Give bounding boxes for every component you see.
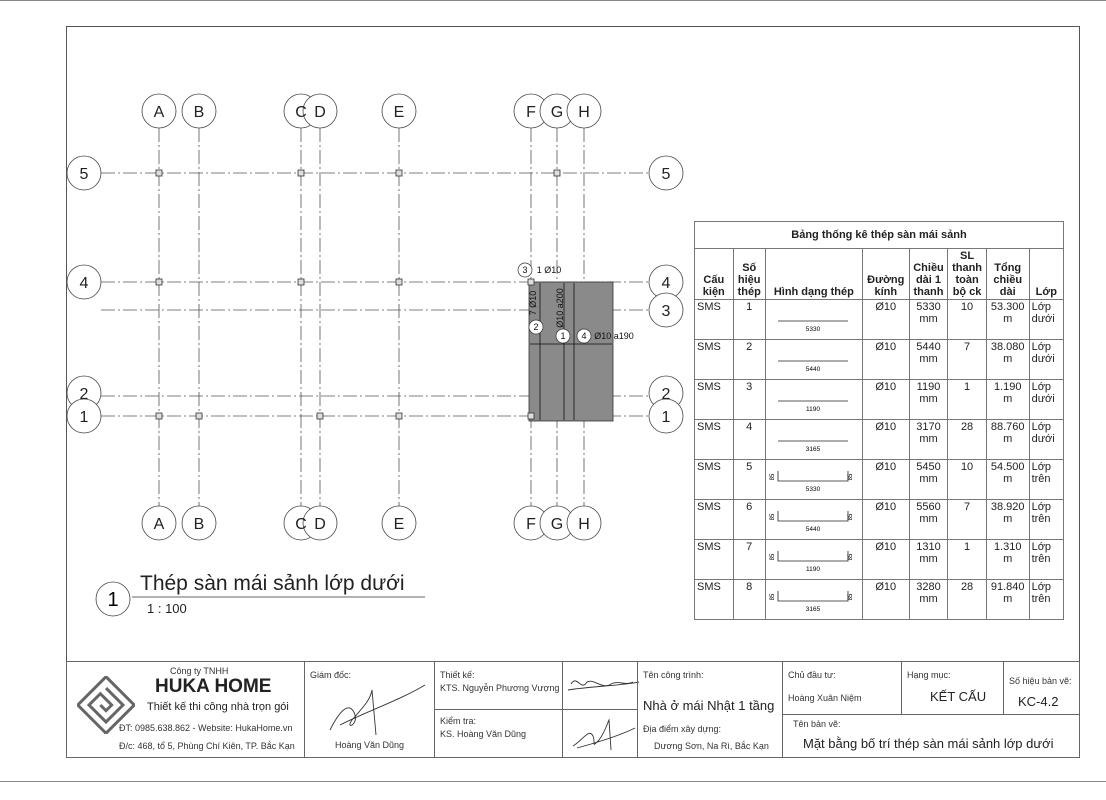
bar-length-label: 5330 [805, 486, 821, 493]
cell-total-length: 1.310 m [986, 540, 1029, 580]
grid-label: C [295, 516, 307, 533]
rebar-label: 1 Ø10 [536, 265, 562, 275]
grid-label: 4 [661, 275, 671, 292]
grid-label: A [153, 104, 165, 121]
table-row [695, 300, 1064, 340]
cell-diameter: Ø10 [862, 340, 909, 380]
grid-label: H [578, 516, 590, 533]
owner-cell [782, 661, 902, 715]
col-header: Cấu kiện [695, 249, 734, 300]
bar-shape [768, 541, 856, 575]
cell-component: SMS [695, 340, 734, 380]
cell-layer: Lớp trên [1029, 580, 1063, 620]
table-row [695, 580, 1064, 620]
director-name: Hoàng Văn Dũng [335, 740, 405, 750]
col-header: Tổng chiều dài [986, 249, 1029, 300]
cell-component: SMS [695, 580, 734, 620]
col-header: Chiều dài 1 thanh [909, 249, 948, 300]
cell-layer: Lớp dưới [1029, 420, 1063, 460]
cell-quantity: 7 [948, 500, 987, 540]
cell-layer: Lớp dưới [1029, 380, 1063, 420]
cell-diameter: Ø10 [862, 580, 909, 620]
bar-shape [768, 501, 856, 535]
sheet-no-label: Số hiệu bản vẽ: [1009, 676, 1072, 686]
cell-diameter: Ø10 [862, 500, 909, 540]
checker-signature [563, 710, 639, 759]
rebar-schedule [694, 221, 1064, 620]
cell-diameter: Ø10 [862, 300, 909, 340]
col-header: Hình dạng thép [765, 249, 862, 300]
owner-name: Hoàng Xuân Niệm [788, 693, 862, 703]
table-row [695, 380, 1064, 420]
cell-bar-no: 2 [733, 340, 765, 380]
grid-label: F [526, 516, 536, 533]
director-label: Giám đốc: [310, 670, 352, 680]
company-cell [66, 661, 305, 758]
bar-shape [768, 341, 856, 375]
cell-bar-no: 6 [733, 500, 765, 540]
grid-label: B [193, 516, 205, 533]
bar-shape-line [778, 471, 848, 481]
col-header: Số hiệu thép [733, 249, 765, 300]
category: KẾT CẤU [930, 689, 987, 704]
cell-bar-no: 8 [733, 580, 765, 620]
cell-bar-no: 3 [733, 380, 765, 420]
designer-sign-cell [562, 661, 638, 710]
grid-label: D [314, 104, 326, 121]
rebar-tag: 4 [581, 331, 587, 341]
table-caption: Bảng thống kê thép sàn mái sảnh [695, 222, 1064, 249]
grid-label: 1 [661, 409, 671, 426]
owner-label: Chủ đầu tư: [788, 670, 836, 680]
hook-left-label: 85 [769, 473, 776, 481]
cell-layer: Lớp trên [1029, 500, 1063, 540]
cell-component: SMS [695, 300, 734, 340]
hook-right-label: 85 [847, 553, 854, 561]
grid-label: E [393, 516, 405, 533]
bar-length-label: 1190 [805, 566, 820, 573]
grid-label: G [550, 104, 564, 121]
category-cell [901, 661, 1004, 715]
table-row [695, 340, 1064, 380]
hook-right-label: 85 [847, 593, 854, 601]
cell-length: 5560 mm [909, 500, 948, 540]
company-slogan: Thiết kế thi công nhà trọn gói [147, 701, 289, 713]
grid-label: 2 [79, 386, 89, 403]
hook-left-label: 85 [769, 553, 776, 561]
rebar-tag: 3 [522, 265, 528, 275]
rebar-tag: 1 [560, 331, 566, 341]
grid-label: 1 [79, 409, 89, 426]
cell-shape [765, 540, 862, 580]
hook-left-label: 85 [769, 593, 776, 601]
rebar-label: Ø10 a200 [555, 288, 565, 328]
col-header: Đường kính [862, 249, 909, 300]
sheet-title-label: Tên bản vẽ: [793, 719, 841, 729]
cell-bar-no: 7 [733, 540, 765, 580]
rebar-label: 7 Ø10 [528, 290, 538, 316]
cell-length: 1310 mm [909, 540, 948, 580]
cell-length: 3170 mm [909, 420, 948, 460]
rebar-label: Ø10 a190 [594, 331, 634, 341]
director-signature [310, 680, 430, 740]
cell-component: SMS [695, 460, 734, 500]
drawing-title: Thép sàn mái sảnh lớp dưới [140, 572, 405, 595]
bar-shape [768, 461, 856, 495]
table-row [695, 540, 1064, 580]
bar-shape [768, 581, 856, 615]
grid-label: B [193, 104, 205, 121]
cell-total-length: 53.300 m [986, 300, 1029, 340]
cell-quantity: 28 [948, 420, 987, 460]
view-number: 1 [107, 589, 119, 611]
cell-component: SMS [695, 380, 734, 420]
col-header: Lớp [1029, 249, 1063, 300]
checker-label: Kiểm tra: [440, 716, 477, 726]
cell-length: 5440 mm [909, 340, 948, 380]
drawing-scale: 1 : 100 [147, 601, 187, 616]
grid-label: D [314, 516, 326, 533]
project-name: Nhà ở mái Nhật 1 tầng [643, 698, 775, 713]
cell-quantity: 7 [948, 340, 987, 380]
hook-right-label: 85 [847, 473, 854, 481]
slab-area [529, 282, 613, 421]
cell-length: 5450 mm [909, 460, 948, 500]
cell-length: 5330 mm [909, 300, 948, 340]
cell-layer: Lớp dưới [1029, 340, 1063, 380]
company-name: HUKA HOME [155, 676, 272, 697]
bar-shape-line [778, 551, 848, 561]
cell-diameter: Ø10 [862, 540, 909, 580]
table-row [695, 500, 1064, 540]
cell-quantity: 28 [948, 580, 987, 620]
sheet-title: Mặt bằng bố trí thép sàn mái sảnh lớp dưới [803, 736, 1054, 751]
cell-total-length: 54.500 m [986, 460, 1029, 500]
grid-label: F [526, 104, 536, 121]
cell-shape [765, 340, 862, 380]
title-block [66, 661, 1080, 758]
cell-quantity: 10 [948, 300, 987, 340]
cell-total-length: 38.920 m [986, 500, 1029, 540]
cell-quantity: 1 [948, 540, 987, 580]
cell-shape [765, 460, 862, 500]
grid-label: A [153, 516, 165, 533]
designer-cell [434, 661, 563, 710]
project-cell [637, 661, 783, 758]
cell-shape [765, 300, 862, 340]
bar-length-label: 3165 [805, 446, 821, 453]
cell-length: 1190 mm [909, 380, 948, 420]
grid-label: E [393, 104, 405, 121]
rebar-tag: 2 [533, 322, 539, 332]
project-label: Tên công trình: [643, 670, 704, 680]
bar-shape [768, 421, 856, 455]
cell-bar-no: 5 [733, 460, 765, 500]
cell-total-length: 91.840 m [986, 580, 1029, 620]
cell-layer: Lớp trên [1029, 540, 1063, 580]
checker-sign-cell [562, 709, 638, 758]
cell-layer: Lớp trên [1029, 460, 1063, 500]
sheet-no-cell [1003, 661, 1080, 715]
checker-cell [434, 709, 563, 758]
checker-name: KS. Hoàng Văn Dũng [440, 729, 527, 739]
bottom-border [0, 781, 1106, 782]
grid-label: C [295, 104, 307, 121]
bar-length-label: 1190 [805, 406, 820, 413]
category-label: Hạng mục: [907, 670, 951, 680]
cell-shape [765, 380, 862, 420]
cell-shape [765, 500, 862, 540]
grid-label: 5 [661, 166, 671, 183]
table-row [695, 420, 1064, 460]
sheet-no: KC-4.2 [1018, 694, 1059, 709]
cell-diameter: Ø10 [862, 380, 909, 420]
bar-shape-line [778, 511, 848, 521]
company-type: Công ty TNHH [170, 666, 229, 676]
bar-length-label: 5330 [805, 326, 821, 333]
cell-length: 3280 mm [909, 580, 948, 620]
cell-shape [765, 580, 862, 620]
cell-diameter: Ø10 [862, 460, 909, 500]
cell-bar-no: 4 [733, 420, 765, 460]
grid-label: 2 [661, 386, 671, 403]
cell-shape [765, 420, 862, 460]
cell-component: SMS [695, 420, 734, 460]
grid-label: G [550, 516, 564, 533]
table-row [695, 460, 1064, 500]
cell-component: SMS [695, 540, 734, 580]
cell-total-length: 1.190 m [986, 380, 1029, 420]
location-label: Địa điểm xây dựng: [643, 724, 722, 734]
sheet-title-cell [782, 714, 1080, 758]
cell-layer: Lớp dưới [1029, 300, 1063, 340]
cell-quantity: 10 [948, 460, 987, 500]
bar-length-label: 3165 [805, 606, 821, 613]
cell-quantity: 1 [948, 380, 987, 420]
bar-shape [768, 381, 856, 415]
cell-bar-no: 1 [733, 300, 765, 340]
hook-left-label: 85 [769, 513, 776, 521]
col-header: SL thanh toàn bộ ck [948, 249, 987, 300]
director-cell [304, 661, 435, 758]
location: Dương Sơn, Na Rì, Bắc Kạn [654, 741, 769, 751]
bar-length-label: 5440 [805, 366, 821, 373]
grid-label: 3 [661, 303, 671, 320]
company-address: Đ/c: 468, tổ 5, Phùng Chí Kiên, TP. Bắc Kạn [119, 741, 295, 751]
bar-length-label: 5440 [805, 526, 821, 533]
cell-diameter: Ø10 [862, 420, 909, 460]
hook-right-label: 85 [847, 513, 854, 521]
grid-label: 5 [79, 166, 89, 183]
cell-total-length: 38.080 m [986, 340, 1029, 380]
designer-name: KTS. Nguyễn Phương Vượng [440, 683, 560, 693]
designer-signature [563, 662, 639, 711]
designer-label: Thiết kế: [440, 670, 475, 680]
company-contact: ĐT: 0985.638.862 - Website: HukaHome.vn [119, 723, 293, 733]
grid-label: H [578, 104, 590, 121]
cell-total-length: 88.760 m [986, 420, 1029, 460]
grid-label: 4 [79, 275, 89, 292]
bar-shape [768, 301, 856, 335]
bar-shape-line [778, 591, 848, 601]
cell-component: SMS [695, 500, 734, 540]
